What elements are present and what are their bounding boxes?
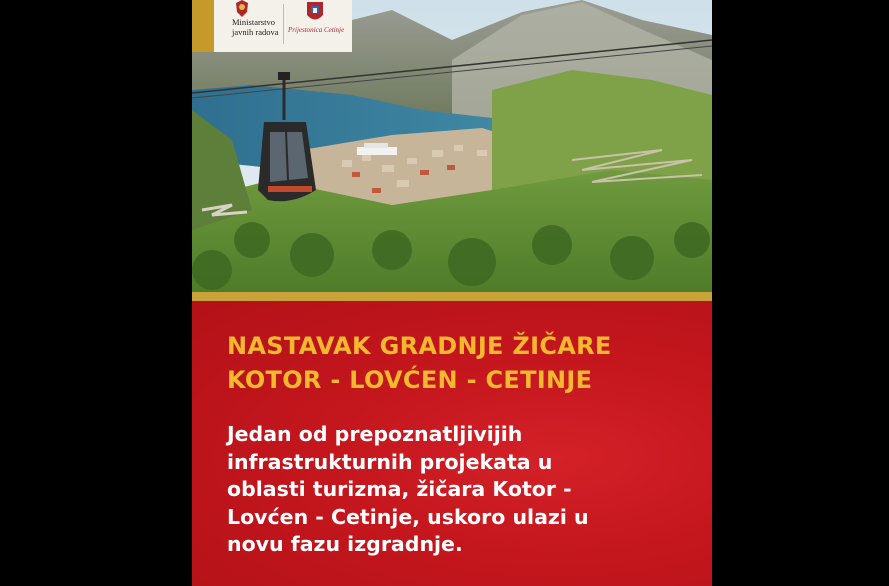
ministry-logo-text — [232, 17, 294, 37]
logo-gold-strip — [192, 0, 214, 52]
ministry-name-line1: Ministarstvo — [232, 17, 275, 27]
coat-of-arms-icon — [233, 0, 251, 18]
cable-car-photo — [192, 0, 712, 292]
ministry-name-line2: javnih radova — [232, 27, 279, 37]
body-text — [227, 421, 697, 559]
body-line3: oblasti turizma, žičara Kotor - — [227, 477, 572, 501]
headline-line1: NASTAVAK GRADNJE ŽIČARE — [227, 332, 612, 360]
headline — [227, 329, 697, 397]
capital-city-logo-text: Prijestonica Cetinje — [288, 26, 345, 34]
capital-city-crest-icon — [305, 0, 325, 24]
headline-line2: KOTOR - LOVĆEN - CETINJE — [227, 366, 593, 394]
body-line4: Lovćen - Cetinje, uskoro ulazi u — [227, 504, 589, 529]
logo-bar — [192, 0, 352, 52]
logo-separator — [283, 4, 284, 44]
news-poster — [192, 0, 712, 586]
body-line5: novu fazu izgradnje. — [227, 532, 463, 556]
body-line2: infrastrukturnih projekata u — [227, 449, 553, 474]
body-line1: Jedan od prepoznatljivijih — [227, 422, 523, 446]
gold-divider — [192, 292, 712, 301]
